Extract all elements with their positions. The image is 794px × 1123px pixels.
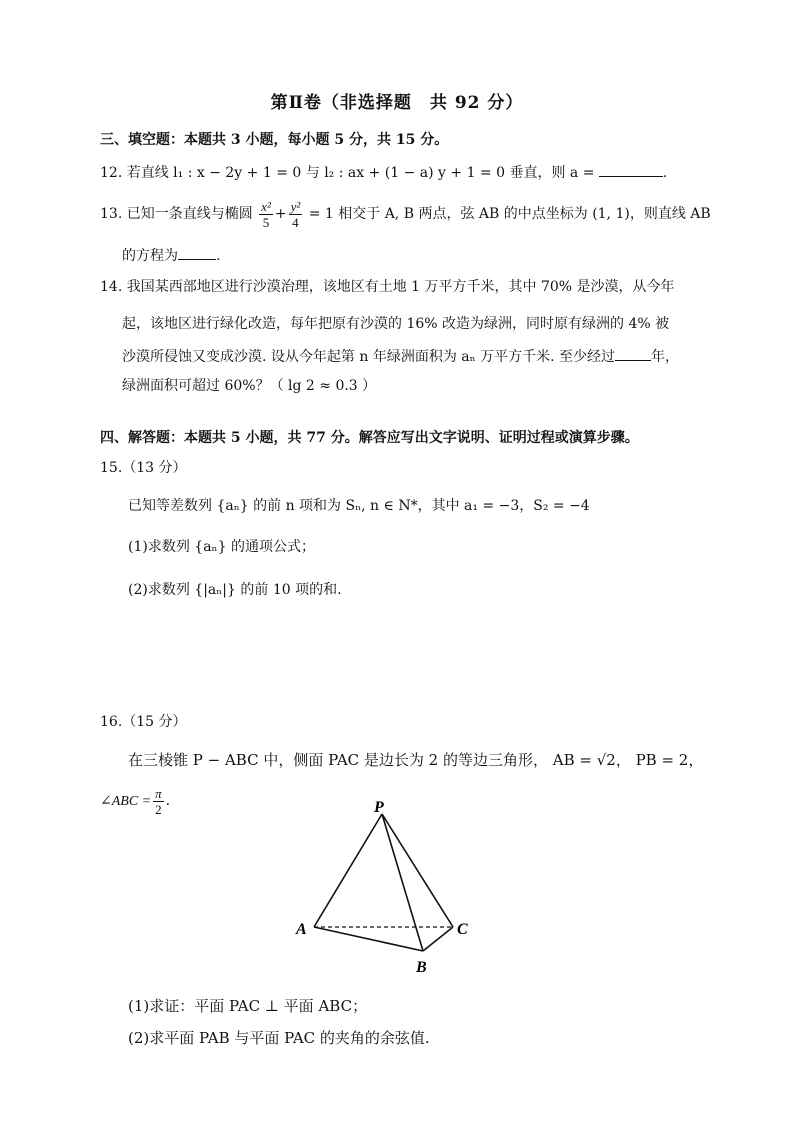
section-4-header: 四、解答题：本题共 5 小题，共 77 分。解答应写出文字说明、证明过程或演算步骤。	[100, 430, 639, 446]
answer-blank	[599, 162, 663, 177]
edge-PA	[314, 814, 382, 927]
question-15-stem: 已知等差数列 {aₙ} 的前 n 项和为 Sₙ, n ∈ N*，其中 a₁ = −3，S₂ = −4	[128, 498, 590, 514]
page-title: 第Ⅱ卷（非选择题 共 92 分）	[270, 93, 524, 113]
question-14-line-1: 14. 我国某西部地区进行沙漠治理，该地区有土地 1 万平方千米，其中 70% 是沙漠，从今年	[100, 279, 675, 295]
question-16-angle: ∠ABC = $\frac{\pi}{2}$ .	[100, 785, 171, 817]
question-16-part-1: (1)求证：平面 PAC ⊥ 平面 ABC；	[128, 997, 368, 1015]
edge-PB	[382, 814, 423, 951]
question-15-number: 15.（13 分）	[100, 460, 187, 476]
question-12-text: 若直线 l₁ : x − 2y + 1 = 0 与 l₂ : ax + (1 − a) y + 1 = 0 垂直，则 a =	[126, 165, 595, 181]
edge-PC	[382, 814, 453, 927]
pyramid-figure	[290, 800, 490, 980]
question-14-line-2: 起，该地区进行绿化改造，每年把原有沙漠的 16% 改造为绿洲，同时原有绿洲的 4% 被	[122, 316, 670, 332]
fraction-pi-over-2: $\frac{\pi}{2}$	[155, 785, 162, 817]
section-3-header: 三、填空题：本题共 3 小题，每小题 5 分，共 15 分。	[100, 132, 449, 148]
question-14-line-3: 沙漠所侵蚀又变成沙漠. 设从今年起第 n 年绿洲面积为 aₙ 万平方千米. 至少经过 年，	[122, 346, 679, 367]
vertex-label-P: P	[374, 800, 384, 816]
answer-blank	[178, 245, 216, 260]
vertex-label-B: B	[416, 959, 427, 976]
question-number: 13.	[100, 206, 123, 222]
answer-blank	[615, 346, 651, 361]
fraction-y2-over-4: $\frac{\text{y²}}{4}$	[290, 198, 301, 230]
question-15-part-2: (2)求数列 {|aₙ|} 的前 10 项的和.	[128, 582, 342, 598]
question-13-line-2: 的方程为 .	[122, 245, 220, 266]
question-16-number: 16.（15 分）	[100, 714, 187, 730]
vertex-label-C: C	[457, 921, 468, 938]
question-15-part-1: (1)求数列 {aₙ} 的通项公式；	[128, 539, 315, 555]
edge-AB	[314, 927, 423, 951]
fraction-x2-over-5: $\frac{\text{x²}}{5}$	[261, 198, 271, 230]
question-12: 12. 若直线 l₁ : x − 2y + 1 = 0 与 l₂ : ax + (1 − a) y + 1 = 0 垂直，则 a = .	[100, 162, 667, 183]
question-number: 14.	[100, 279, 123, 295]
question-14-line-4: 绿洲面积可超过 60%？（ lg 2 ≈ 0.3 ）	[122, 378, 377, 394]
edge-BC	[423, 927, 453, 951]
question-number: 12.	[100, 165, 123, 181]
question-16-part-2: (2)求平面 PAB 与平面 PAC 的夹角的余弦值.	[128, 1029, 430, 1047]
question-13: 13. 已知一条直线与椭圆 $\frac{\text{x²}}{5}$ + $\frac{\text{y²}}{4}$ = 1 相交于 A, B 两点，弦 AB 的中点坐标为 (1, 1)，则直线 AB	[100, 198, 711, 230]
vertex-label-A: A	[296, 921, 307, 938]
question-16-stem: 在三棱锥 P − ABC 中，侧面 PAC 是边长为 2 的等边三角形， AB = √2， PB = 2，	[128, 751, 704, 769]
